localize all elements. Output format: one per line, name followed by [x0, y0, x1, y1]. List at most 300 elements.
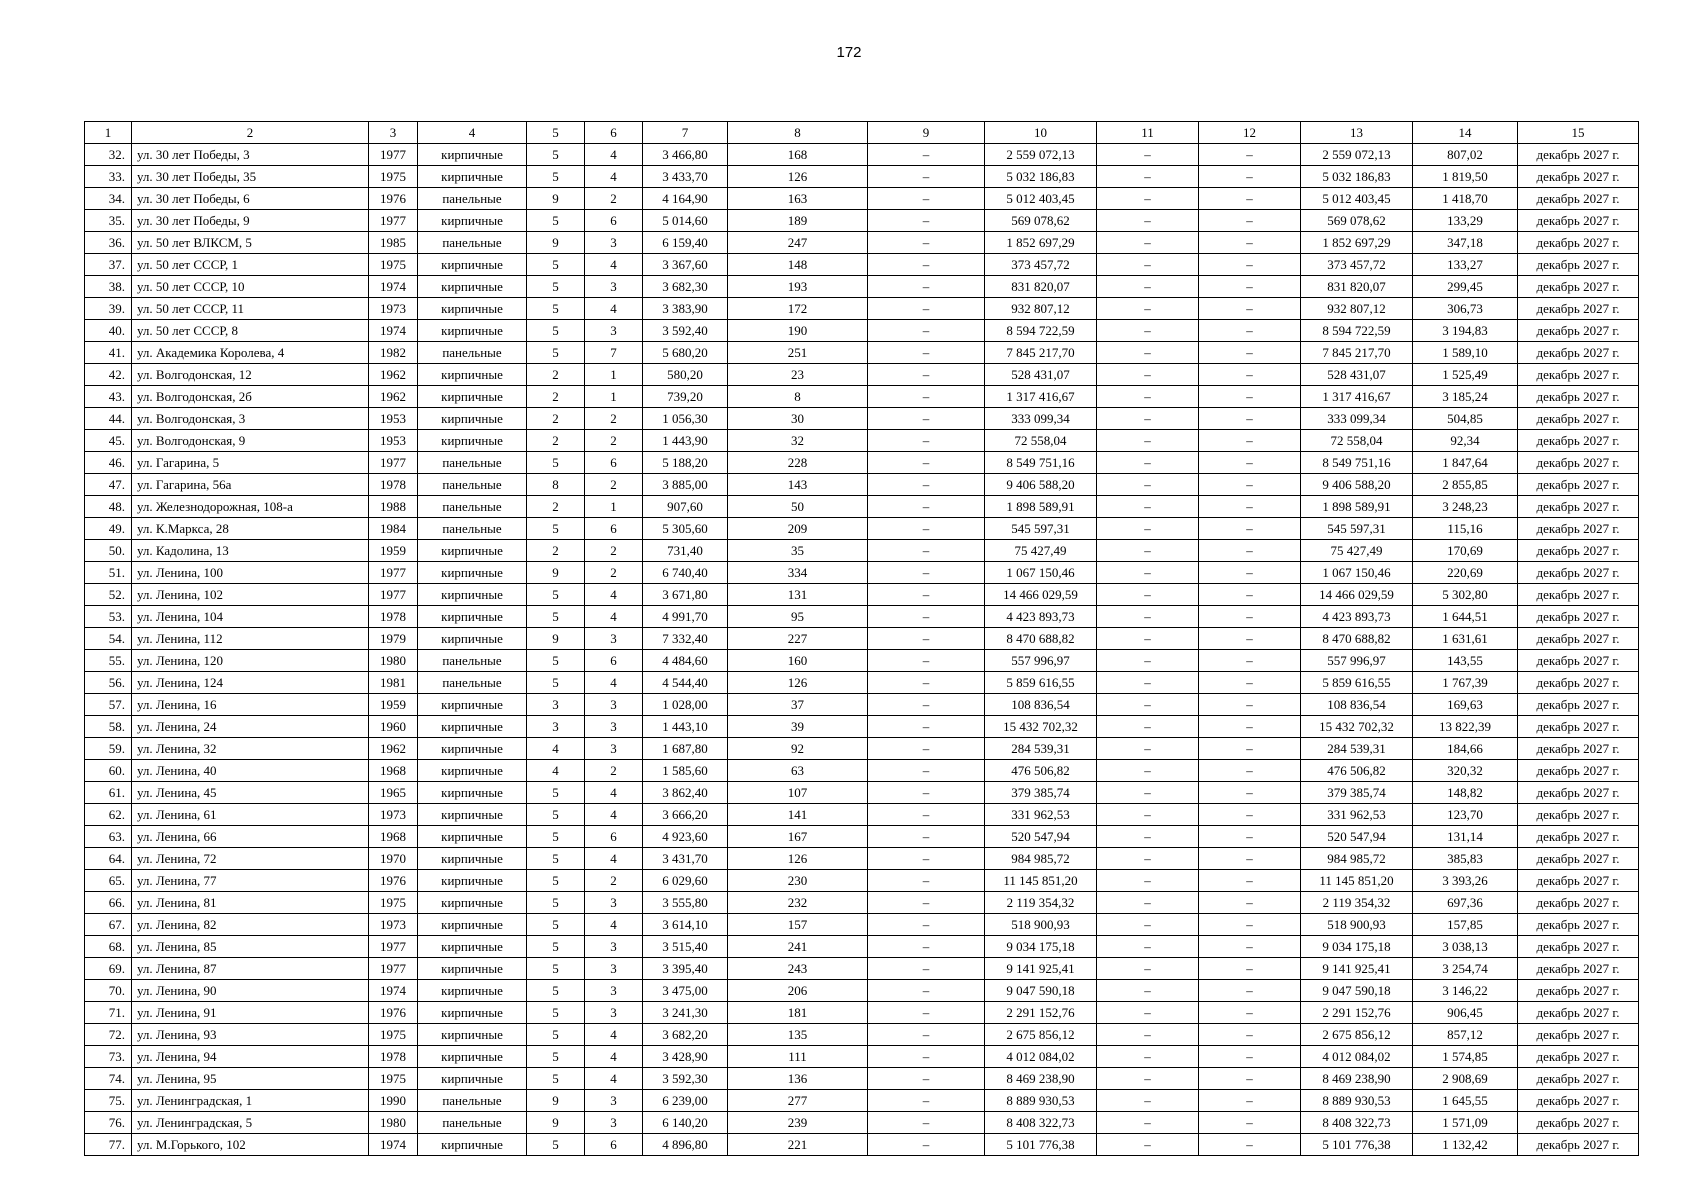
cell-entrances: 3 — [585, 892, 643, 914]
table-row — [85, 738, 1639, 760]
cell-year: 1959 — [369, 540, 418, 562]
cell-entrances: 4 — [585, 1024, 643, 1046]
cell-residents: 148 — [728, 254, 868, 276]
column-header: 6 — [585, 122, 643, 144]
cell-col11: – — [1097, 562, 1199, 584]
column-header: 12 — [1199, 122, 1301, 144]
cell-residents: 232 — [728, 892, 868, 914]
cell-unit-cost: 1 645,55 — [1413, 1090, 1518, 1112]
cell-deadline: декабрь 2027 г. — [1518, 1134, 1639, 1156]
cell-year: 1960 — [369, 716, 418, 738]
cell-address: ул. 50 лет СССР, 10 — [132, 276, 369, 298]
cell-col9: – — [868, 210, 985, 232]
cell-total: 5 012 403,45 — [1301, 188, 1413, 210]
cell-material: кирпичные — [418, 694, 527, 716]
cell-col9: – — [868, 958, 985, 980]
cell-num: 53. — [85, 606, 132, 628]
cell-entrances: 3 — [585, 320, 643, 342]
cell-deadline: декабрь 2027 г. — [1518, 606, 1639, 628]
cell-col11: – — [1097, 716, 1199, 738]
cell-num: 46. — [85, 452, 132, 474]
cell-deadline: декабрь 2027 г. — [1518, 144, 1639, 166]
cell-col11: – — [1097, 276, 1199, 298]
cell-address: ул. Ленина, 95 — [132, 1068, 369, 1090]
cell-col12: – — [1199, 430, 1301, 452]
cell-num: 50. — [85, 540, 132, 562]
cell-num: 72. — [85, 1024, 132, 1046]
cell-material: кирпичные — [418, 320, 527, 342]
cell-unit-cost: 143,55 — [1413, 650, 1518, 672]
cell-col11: – — [1097, 584, 1199, 606]
cell-material: кирпичные — [418, 760, 527, 782]
cell-deadline: декабрь 2027 г. — [1518, 760, 1639, 782]
cell-col11: – — [1097, 826, 1199, 848]
cell-material: кирпичные — [418, 298, 527, 320]
table-row — [85, 1134, 1639, 1156]
cell-col11: – — [1097, 452, 1199, 474]
cell-year: 1968 — [369, 826, 418, 848]
cell-floors: 5 — [527, 452, 585, 474]
table-row — [85, 166, 1639, 188]
cell-material: панельные — [418, 232, 527, 254]
cell-deadline: декабрь 2027 г. — [1518, 452, 1639, 474]
cell-floors: 5 — [527, 804, 585, 826]
cell-floors: 5 — [527, 782, 585, 804]
cell-deadline: декабрь 2027 г. — [1518, 936, 1639, 958]
cell-area: 4 896,80 — [643, 1134, 728, 1156]
cell-deadline: декабрь 2027 г. — [1518, 430, 1639, 452]
cell-residents: 251 — [728, 342, 868, 364]
cell-area: 3 592,40 — [643, 320, 728, 342]
cell-residents: 230 — [728, 870, 868, 892]
cell-deadline: декабрь 2027 г. — [1518, 716, 1639, 738]
cell-col12: – — [1199, 650, 1301, 672]
cell-col12: – — [1199, 672, 1301, 694]
table-row — [85, 298, 1639, 320]
cell-material: кирпичные — [418, 826, 527, 848]
cell-year: 1962 — [369, 364, 418, 386]
cell-unit-cost: 906,45 — [1413, 1002, 1518, 1024]
cell-area: 3 682,30 — [643, 276, 728, 298]
cell-material: кирпичные — [418, 1046, 527, 1068]
cell-floors: 9 — [527, 628, 585, 650]
cell-col9: – — [868, 1068, 985, 1090]
cell-col11: – — [1097, 848, 1199, 870]
table-row — [85, 716, 1639, 738]
cell-area: 6 029,60 — [643, 870, 728, 892]
cell-residents: 247 — [728, 232, 868, 254]
cell-unit-cost: 169,63 — [1413, 694, 1518, 716]
cell-floors: 5 — [527, 1068, 585, 1090]
cell-col11: – — [1097, 1068, 1199, 1090]
table-row — [85, 826, 1639, 848]
cell-col11: – — [1097, 320, 1199, 342]
cell-total: 75 427,49 — [1301, 540, 1413, 562]
cell-total: 15 432 702,32 — [1301, 716, 1413, 738]
table-row — [85, 1024, 1639, 1046]
cell-col11: – — [1097, 672, 1199, 694]
cell-total: 8 469 238,90 — [1301, 1068, 1413, 1090]
cell-col12: – — [1199, 364, 1301, 386]
cell-col11: – — [1097, 254, 1199, 276]
cell-total: 5 859 616,55 — [1301, 672, 1413, 694]
cell-address: ул. Ленинградская, 5 — [132, 1112, 369, 1134]
cell-num: 34. — [85, 188, 132, 210]
cell-col9: – — [868, 364, 985, 386]
table-body — [85, 122, 1639, 1156]
cell-area: 907,60 — [643, 496, 728, 518]
cell-col11: – — [1097, 694, 1199, 716]
cell-deadline: декабрь 2027 г. — [1518, 540, 1639, 562]
cell-floors: 5 — [527, 914, 585, 936]
cell-col12: – — [1199, 782, 1301, 804]
table-row — [85, 1112, 1639, 1134]
cell-year: 1978 — [369, 474, 418, 496]
cell-col9: – — [868, 672, 985, 694]
cell-col11: – — [1097, 1134, 1199, 1156]
cell-col12: – — [1199, 474, 1301, 496]
cell-floors: 9 — [527, 188, 585, 210]
table-row — [85, 870, 1639, 892]
cell-deadline: декабрь 2027 г. — [1518, 1112, 1639, 1134]
cell-col11: – — [1097, 408, 1199, 430]
cell-deadline: декабрь 2027 г. — [1518, 914, 1639, 936]
cell-col12: – — [1199, 452, 1301, 474]
cell-entrances: 6 — [585, 452, 643, 474]
cell-year: 1978 — [369, 606, 418, 628]
cell-residents: 243 — [728, 958, 868, 980]
cell-num: 32. — [85, 144, 132, 166]
cell-residents: 126 — [728, 672, 868, 694]
cell-material: кирпичные — [418, 430, 527, 452]
cell-col11: – — [1097, 892, 1199, 914]
cell-residents: 63 — [728, 760, 868, 782]
cell-area: 3 515,40 — [643, 936, 728, 958]
cell-floors: 3 — [527, 716, 585, 738]
cell-col11: – — [1097, 364, 1199, 386]
cell-unit-cost: 184,66 — [1413, 738, 1518, 760]
cell-material: кирпичные — [418, 386, 527, 408]
cell-col12: – — [1199, 342, 1301, 364]
cell-entrances: 3 — [585, 276, 643, 298]
cell-col12: – — [1199, 408, 1301, 430]
cell-year: 1990 — [369, 1090, 418, 1112]
cell-col9: – — [868, 452, 985, 474]
cell-cost: 5 859 616,55 — [985, 672, 1097, 694]
cell-floors: 5 — [527, 650, 585, 672]
cell-deadline: декабрь 2027 г. — [1518, 1002, 1639, 1024]
cell-col9: – — [868, 1046, 985, 1068]
cell-entrances: 1 — [585, 386, 643, 408]
cell-year: 1978 — [369, 1046, 418, 1068]
cell-residents: 23 — [728, 364, 868, 386]
cell-deadline: декабрь 2027 г. — [1518, 364, 1639, 386]
cell-col11: – — [1097, 166, 1199, 188]
cell-deadline: декабрь 2027 г. — [1518, 826, 1639, 848]
cell-unit-cost: 306,73 — [1413, 298, 1518, 320]
cell-num: 71. — [85, 1002, 132, 1024]
cell-floors: 4 — [527, 738, 585, 760]
cell-floors: 5 — [527, 1046, 585, 1068]
cell-material: кирпичные — [418, 716, 527, 738]
column-header: 14 — [1413, 122, 1518, 144]
cell-floors: 2 — [527, 430, 585, 452]
table-row — [85, 254, 1639, 276]
cell-col9: – — [868, 496, 985, 518]
cell-address: ул. Ленина, 120 — [132, 650, 369, 672]
cell-year: 1976 — [369, 1002, 418, 1024]
cell-total: 4 423 893,73 — [1301, 606, 1413, 628]
cell-year: 1975 — [369, 892, 418, 914]
cell-unit-cost: 1 574,85 — [1413, 1046, 1518, 1068]
cell-cost: 984 985,72 — [985, 848, 1097, 870]
cell-unit-cost: 299,45 — [1413, 276, 1518, 298]
cell-address: ул. Ленина, 93 — [132, 1024, 369, 1046]
cell-floors: 2 — [527, 540, 585, 562]
cell-col11: – — [1097, 738, 1199, 760]
cell-deadline: декабрь 2027 г. — [1518, 386, 1639, 408]
cell-col9: – — [868, 1024, 985, 1046]
table-row — [85, 1002, 1639, 1024]
cell-num: 51. — [85, 562, 132, 584]
cell-total: 518 900,93 — [1301, 914, 1413, 936]
cell-year: 1953 — [369, 430, 418, 452]
cell-entrances: 2 — [585, 760, 643, 782]
cell-total: 108 836,54 — [1301, 694, 1413, 716]
cell-unit-cost: 857,12 — [1413, 1024, 1518, 1046]
cell-material: кирпичные — [418, 980, 527, 1002]
cell-num: 58. — [85, 716, 132, 738]
cell-col12: – — [1199, 1112, 1301, 1134]
cell-area: 4 991,70 — [643, 606, 728, 628]
cell-address: ул. Ленина, 81 — [132, 892, 369, 914]
cell-total: 831 820,07 — [1301, 276, 1413, 298]
cell-floors: 5 — [527, 342, 585, 364]
cell-num: 44. — [85, 408, 132, 430]
cell-num: 75. — [85, 1090, 132, 1112]
cell-deadline: декабрь 2027 г. — [1518, 848, 1639, 870]
cell-cost: 557 996,97 — [985, 650, 1097, 672]
cell-deadline: декабрь 2027 г. — [1518, 166, 1639, 188]
cell-residents: 131 — [728, 584, 868, 606]
cell-area: 3 383,90 — [643, 298, 728, 320]
cell-col11: – — [1097, 430, 1199, 452]
cell-address: ул. Академика Королева, 4 — [132, 342, 369, 364]
cell-residents: 190 — [728, 320, 868, 342]
cell-material: кирпичные — [418, 210, 527, 232]
cell-entrances: 3 — [585, 1090, 643, 1112]
cell-floors: 5 — [527, 584, 585, 606]
cell-cost: 9 406 588,20 — [985, 474, 1097, 496]
cell-year: 1959 — [369, 694, 418, 716]
cell-deadline: декабрь 2027 г. — [1518, 408, 1639, 430]
cell-year: 1975 — [369, 1024, 418, 1046]
cell-col12: – — [1199, 892, 1301, 914]
cell-deadline: декабрь 2027 г. — [1518, 518, 1639, 540]
cell-year: 1977 — [369, 144, 418, 166]
cell-col12: – — [1199, 848, 1301, 870]
table-row — [85, 342, 1639, 364]
cell-residents: 92 — [728, 738, 868, 760]
cell-area: 3 592,30 — [643, 1068, 728, 1090]
cell-unit-cost: 3 248,23 — [1413, 496, 1518, 518]
table-row — [85, 210, 1639, 232]
cell-cost: 15 432 702,32 — [985, 716, 1097, 738]
cell-residents: 8 — [728, 386, 868, 408]
cell-deadline: декабрь 2027 г. — [1518, 188, 1639, 210]
cell-entrances: 4 — [585, 672, 643, 694]
cell-unit-cost: 220,69 — [1413, 562, 1518, 584]
cell-col12: – — [1199, 914, 1301, 936]
cell-num: 47. — [85, 474, 132, 496]
cell-year: 1975 — [369, 166, 418, 188]
cell-col11: – — [1097, 298, 1199, 320]
cell-residents: 95 — [728, 606, 868, 628]
cell-residents: 141 — [728, 804, 868, 826]
column-header: 2 — [132, 122, 369, 144]
cell-unit-cost: 347,18 — [1413, 232, 1518, 254]
cell-residents: 241 — [728, 936, 868, 958]
cell-num: 39. — [85, 298, 132, 320]
cell-deadline: декабрь 2027 г. — [1518, 1024, 1639, 1046]
cell-num: 65. — [85, 870, 132, 892]
cell-area: 580,20 — [643, 364, 728, 386]
cell-cost: 9 047 590,18 — [985, 980, 1097, 1002]
cell-entrances: 6 — [585, 518, 643, 540]
cell-unit-cost: 3 185,24 — [1413, 386, 1518, 408]
cell-col12: – — [1199, 1046, 1301, 1068]
cell-col12: – — [1199, 980, 1301, 1002]
cell-col12: – — [1199, 936, 1301, 958]
cell-unit-cost: 157,85 — [1413, 914, 1518, 936]
cell-floors: 5 — [527, 210, 585, 232]
cell-entrances: 4 — [585, 1068, 643, 1090]
cell-num: 74. — [85, 1068, 132, 1090]
cell-year: 1968 — [369, 760, 418, 782]
cell-year: 1974 — [369, 320, 418, 342]
cell-address: ул. 50 лет СССР, 11 — [132, 298, 369, 320]
cell-cost: 545 597,31 — [985, 518, 1097, 540]
cell-floors: 8 — [527, 474, 585, 496]
cell-year: 1953 — [369, 408, 418, 430]
cell-col12: – — [1199, 760, 1301, 782]
cell-col12: – — [1199, 804, 1301, 826]
cell-total: 1 898 589,91 — [1301, 496, 1413, 518]
cell-area: 3 433,70 — [643, 166, 728, 188]
table-row — [85, 914, 1639, 936]
cell-num: 48. — [85, 496, 132, 518]
cell-num: 41. — [85, 342, 132, 364]
cell-cost: 831 820,07 — [985, 276, 1097, 298]
cell-material: кирпичные — [418, 870, 527, 892]
cell-material: панельные — [418, 474, 527, 496]
cell-year: 1977 — [369, 584, 418, 606]
cell-col11: – — [1097, 496, 1199, 518]
cell-floors: 5 — [527, 936, 585, 958]
cell-unit-cost: 1 631,61 — [1413, 628, 1518, 650]
cell-total: 72 558,04 — [1301, 430, 1413, 452]
cell-num: 54. — [85, 628, 132, 650]
cell-address: ул. Ленина, 124 — [132, 672, 369, 694]
cell-num: 55. — [85, 650, 132, 672]
cell-entrances: 3 — [585, 1002, 643, 1024]
cell-cost: 1 317 416,67 — [985, 386, 1097, 408]
cell-num: 61. — [85, 782, 132, 804]
cell-total: 1 852 697,29 — [1301, 232, 1413, 254]
cell-cost: 5 012 403,45 — [985, 188, 1097, 210]
cell-entrances: 2 — [585, 870, 643, 892]
cell-col11: – — [1097, 606, 1199, 628]
cell-area: 5 680,20 — [643, 342, 728, 364]
cell-entrances: 6 — [585, 210, 643, 232]
cell-floors: 5 — [527, 848, 585, 870]
cell-col12: – — [1199, 584, 1301, 606]
cell-total: 379 385,74 — [1301, 782, 1413, 804]
cell-area: 3 367,60 — [643, 254, 728, 276]
cell-entrances: 4 — [585, 144, 643, 166]
cell-col11: – — [1097, 914, 1199, 936]
cell-residents: 189 — [728, 210, 868, 232]
cell-num: 63. — [85, 826, 132, 848]
cell-unit-cost: 504,85 — [1413, 408, 1518, 430]
cell-cost: 14 466 029,59 — [985, 584, 1097, 606]
cell-cost: 9 141 925,41 — [985, 958, 1097, 980]
cell-col9: – — [868, 716, 985, 738]
cell-num: 56. — [85, 672, 132, 694]
cell-residents: 334 — [728, 562, 868, 584]
column-header: 13 — [1301, 122, 1413, 144]
cell-unit-cost: 3 146,22 — [1413, 980, 1518, 1002]
cell-entrances: 2 — [585, 540, 643, 562]
cell-col12: – — [1199, 210, 1301, 232]
cell-floors: 5 — [527, 958, 585, 980]
cell-col12: – — [1199, 276, 1301, 298]
cell-unit-cost: 1 767,39 — [1413, 672, 1518, 694]
cell-col9: – — [868, 276, 985, 298]
cell-address: ул. Ленина, 112 — [132, 628, 369, 650]
cell-residents: 157 — [728, 914, 868, 936]
cell-col11: – — [1097, 650, 1199, 672]
cell-deadline: декабрь 2027 г. — [1518, 804, 1639, 826]
cell-col11: – — [1097, 188, 1199, 210]
cell-col9: – — [868, 650, 985, 672]
cell-col9: – — [868, 1112, 985, 1134]
cell-floors: 5 — [527, 166, 585, 188]
cell-num: 60. — [85, 760, 132, 782]
cell-total: 331 962,53 — [1301, 804, 1413, 826]
cell-year: 1981 — [369, 672, 418, 694]
cell-floors: 5 — [527, 980, 585, 1002]
cell-address: ул. Ленина, 66 — [132, 826, 369, 848]
cell-col9: – — [868, 342, 985, 364]
cell-floors: 9 — [527, 232, 585, 254]
cell-address: ул. Ленина, 94 — [132, 1046, 369, 1068]
cell-year: 1974 — [369, 1134, 418, 1156]
cell-address: ул. Ленина, 90 — [132, 980, 369, 1002]
cell-col9: – — [868, 826, 985, 848]
cell-col11: – — [1097, 342, 1199, 364]
table-row — [85, 584, 1639, 606]
cell-address: ул. Ленина, 32 — [132, 738, 369, 760]
cell-area: 3 614,10 — [643, 914, 728, 936]
cell-entrances: 3 — [585, 958, 643, 980]
cell-total: 2 559 072,13 — [1301, 144, 1413, 166]
cell-year: 1974 — [369, 276, 418, 298]
table-row — [85, 804, 1639, 826]
cell-col11: – — [1097, 540, 1199, 562]
cell-year: 1973 — [369, 914, 418, 936]
cell-num: 76. — [85, 1112, 132, 1134]
